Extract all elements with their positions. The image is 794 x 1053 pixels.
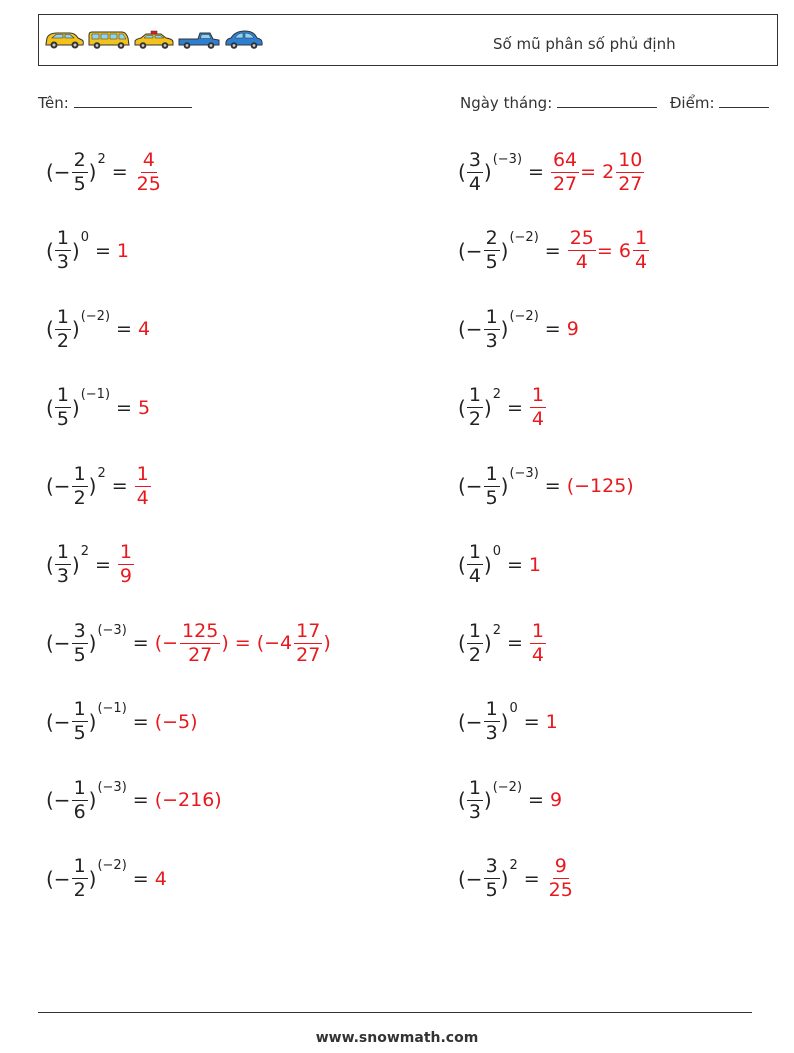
numerator: 1	[485, 305, 498, 328]
denominator: 27	[618, 172, 643, 195]
fraction	[633, 229, 649, 272]
open-paren: (	[458, 552, 466, 577]
equals-sign: =	[544, 239, 561, 262]
answer-text: (−	[154, 632, 179, 654]
open-paren: (	[46, 238, 54, 263]
denominator: 4	[468, 172, 481, 195]
exponent: 0	[80, 230, 89, 245]
answer	[550, 148, 645, 195]
fraction	[484, 305, 500, 352]
fraction	[467, 148, 483, 195]
numerator: 1	[73, 855, 86, 877]
fraction	[72, 857, 88, 900]
denominator: 5	[73, 722, 86, 744]
fraction	[72, 148, 88, 195]
answer-text: 1	[116, 239, 130, 262]
open-paren: (	[46, 552, 54, 577]
taxi-icon	[133, 29, 175, 51]
answer-text: (−125)	[566, 475, 634, 497]
equals-sign: =	[132, 867, 149, 890]
numerator: 2	[485, 227, 498, 249]
answer-text: 5	[137, 396, 151, 419]
open-paren: (−	[458, 238, 483, 263]
equals-sign: =	[95, 553, 111, 576]
equals-sign: =	[132, 632, 149, 654]
car-decorations	[43, 29, 265, 51]
numerator: 9	[554, 855, 567, 877]
problem-item	[458, 378, 547, 438]
problem-item	[46, 299, 151, 359]
open-paren: (−	[458, 317, 483, 341]
denominator: 3	[468, 800, 481, 823]
fraction	[484, 857, 500, 900]
answer-text: = 2	[580, 161, 615, 183]
denominator: 6	[73, 800, 86, 823]
numerator: 3	[485, 855, 498, 877]
answer	[546, 711, 559, 733]
exponent: (−2)	[492, 779, 523, 795]
close-paren: )	[483, 552, 492, 577]
equals-sign: =	[132, 710, 149, 733]
close-paren: )	[500, 866, 509, 891]
numerator: 1	[73, 698, 86, 720]
denominator: 4	[531, 408, 545, 430]
denominator: 5	[485, 251, 498, 273]
open-paren: (	[458, 395, 466, 420]
exponent: (−3)	[509, 465, 539, 481]
answer	[138, 318, 151, 340]
problem-item	[458, 613, 547, 673]
numerator: 3	[468, 148, 481, 171]
fraction	[135, 462, 151, 509]
open-paren: (−	[46, 474, 71, 498]
numerator: 1	[136, 462, 149, 485]
fraction	[55, 543, 71, 586]
exponent: 0	[509, 701, 518, 716]
close-paren: )	[500, 474, 509, 498]
denominator: 5	[73, 172, 86, 195]
numerator: 1	[56, 384, 69, 406]
numerator: 1	[531, 384, 545, 406]
open-paren: (−	[458, 866, 483, 891]
denominator: 2	[468, 408, 481, 430]
numerator: 17	[296, 619, 321, 642]
denominator: 3	[485, 329, 498, 352]
denominator: 27	[188, 643, 213, 666]
open-paren: (−	[46, 866, 71, 891]
answer-text: )	[323, 632, 331, 654]
open-paren: (	[458, 631, 466, 655]
numerator: 1	[634, 227, 648, 249]
score-blank	[719, 95, 769, 108]
problem-item	[458, 456, 635, 516]
numerator: 1	[73, 462, 86, 485]
fraction	[484, 700, 500, 743]
van-yellow-icon	[88, 29, 130, 51]
close-paren: )	[71, 395, 80, 420]
answer	[155, 868, 168, 890]
header-box	[38, 14, 778, 66]
answer	[154, 619, 332, 666]
fraction	[530, 619, 546, 666]
close-paren: )	[88, 788, 97, 812]
exponent: 2	[492, 387, 501, 402]
numerator: 1	[468, 776, 481, 799]
numerator: 1	[531, 619, 545, 642]
close-paren: )	[71, 317, 80, 341]
denominator: 27	[296, 643, 321, 666]
fraction	[294, 619, 322, 666]
answer	[529, 386, 547, 429]
fraction	[72, 462, 88, 509]
open-paren: (−	[46, 160, 71, 184]
open-paren: (	[458, 160, 466, 184]
fraction	[55, 386, 71, 429]
equals-sign: =	[528, 789, 544, 811]
exponent: (−3)	[492, 151, 523, 167]
equals-sign: =	[111, 475, 128, 497]
answer-text: 1	[545, 710, 558, 733]
fraction	[484, 462, 500, 509]
problem-item	[46, 456, 152, 516]
denominator: 4	[468, 565, 481, 587]
exponent: (−2)	[97, 858, 127, 873]
problem-item	[46, 142, 164, 202]
close-paren: )	[483, 395, 492, 420]
fraction	[72, 700, 88, 743]
problem-item	[458, 849, 576, 909]
denominator: 4	[634, 251, 648, 273]
equals-sign: =	[544, 475, 561, 497]
close-paren: )	[483, 160, 492, 184]
name-label: Tên:	[38, 94, 69, 112]
answer	[567, 229, 650, 272]
close-paren: )	[500, 238, 509, 263]
answer	[134, 462, 152, 509]
answer-text: 1	[528, 553, 542, 576]
name-blank	[74, 95, 192, 108]
equals-sign: =	[507, 553, 523, 576]
exponent: (−3)	[97, 779, 127, 795]
answer-text: (−216)	[154, 789, 222, 811]
date-blank	[557, 95, 657, 108]
answer-text: 4	[137, 318, 151, 340]
fraction	[568, 229, 596, 272]
denominator: 5	[73, 643, 86, 666]
fraction	[135, 148, 163, 195]
equals-sign: =	[507, 396, 523, 419]
denominator: 2	[56, 329, 69, 352]
fraction	[72, 776, 88, 823]
open-paren: (	[458, 788, 466, 812]
problem-item	[46, 613, 332, 673]
answer	[117, 240, 130, 262]
numerator: 1	[119, 541, 133, 563]
close-paren: )	[88, 474, 97, 498]
problem-item	[458, 535, 542, 595]
numerator: 1	[468, 541, 481, 563]
denominator: 25	[548, 879, 573, 901]
exponent: (−2)	[509, 230, 539, 245]
fraction	[467, 386, 483, 429]
problem-item	[46, 221, 130, 281]
answer	[529, 619, 547, 666]
answer-text: 9	[566, 318, 579, 340]
numerator: 1	[56, 541, 69, 563]
close-paren: )	[88, 709, 97, 734]
open-paren: (−	[458, 709, 483, 734]
open-paren: (−	[458, 474, 483, 498]
equals-sign: =	[523, 710, 540, 733]
problem-item	[458, 299, 580, 359]
answer	[138, 397, 151, 419]
numerator: 4	[142, 148, 155, 171]
open-paren: (	[46, 317, 54, 341]
equals-sign: =	[95, 239, 111, 262]
open-paren: (−	[46, 631, 71, 655]
close-paren: )	[71, 238, 80, 263]
exponent: 0	[492, 544, 501, 559]
numerator: 2	[73, 148, 86, 171]
fraction	[180, 619, 220, 666]
denominator: 27	[552, 172, 578, 195]
problem-item	[458, 692, 559, 752]
denominator: 4	[531, 643, 545, 666]
numerator: 1	[56, 305, 69, 328]
denominator: 5	[485, 486, 498, 509]
answer	[529, 554, 542, 576]
problem-item	[458, 142, 645, 202]
worksheet-title: Số mũ phân số phủ định	[493, 35, 676, 53]
fraction	[72, 619, 88, 666]
close-paren: )	[88, 866, 97, 891]
equals-sign: =	[523, 867, 540, 890]
answer	[155, 711, 199, 733]
car-yellow-icon	[43, 29, 85, 51]
problem-item	[46, 770, 223, 830]
problem-item	[46, 692, 199, 752]
fraction	[118, 543, 134, 586]
denominator: 9	[119, 565, 133, 587]
denominator: 25	[136, 172, 161, 195]
equals-sign: =	[116, 396, 132, 419]
equals-sign: =	[132, 789, 149, 811]
close-paren: )	[483, 631, 492, 655]
numerator: 1	[73, 776, 86, 799]
numerator: 1	[485, 698, 498, 720]
numerator: 1	[485, 462, 498, 485]
open-paren: (−	[46, 709, 71, 734]
denominator: 3	[56, 565, 69, 587]
denominator: 5	[485, 879, 498, 901]
problem-item	[458, 770, 563, 830]
name-field	[38, 94, 192, 112]
numerator: 1	[56, 227, 69, 249]
denominator: 2	[468, 643, 481, 666]
equals-sign: =	[528, 161, 544, 183]
exponent: 2	[97, 151, 106, 167]
equals-sign: =	[507, 632, 523, 654]
numerator: 64	[552, 148, 578, 171]
fraction	[55, 229, 71, 272]
equals-sign: =	[544, 318, 561, 340]
denominator: 2	[73, 486, 86, 509]
fraction	[55, 305, 71, 352]
denominator: 3	[485, 722, 498, 744]
date-score-field	[460, 94, 769, 112]
denominator: 4	[575, 251, 588, 273]
exponent: (−2)	[80, 308, 111, 324]
answer	[567, 475, 635, 497]
fraction	[530, 386, 546, 429]
answer	[546, 857, 576, 900]
answer-text: 9	[549, 789, 563, 811]
fraction	[551, 148, 579, 195]
exponent: (−2)	[509, 308, 539, 324]
denominator: 5	[56, 408, 69, 430]
date-label: Ngày tháng:	[460, 94, 553, 112]
answer	[117, 543, 135, 586]
exponent: 2	[492, 622, 501, 638]
exponent: (−1)	[80, 387, 111, 402]
answer	[567, 318, 580, 340]
fraction	[547, 857, 575, 900]
footer-website: www.snowmath.com	[315, 1030, 479, 1046]
close-paren: )	[500, 317, 509, 341]
open-paren: (	[46, 395, 54, 420]
score-label: Điểm:	[669, 94, 715, 112]
numerator: 125	[182, 619, 219, 642]
close-paren: )	[88, 631, 97, 655]
denominator: 3	[56, 251, 69, 273]
problem-item	[458, 221, 650, 281]
fraction	[616, 148, 644, 195]
open-paren: (−	[46, 788, 71, 812]
answer	[134, 148, 164, 195]
close-paren: )	[88, 160, 97, 184]
answer-text: ) = (−4	[221, 632, 293, 654]
equals-sign: =	[111, 161, 128, 183]
answer	[155, 789, 223, 811]
numerator: 1	[468, 384, 481, 406]
numerator: 1	[468, 619, 481, 642]
answer-text: 4	[154, 867, 167, 890]
close-paren: )	[71, 552, 80, 577]
close-paren: )	[500, 709, 509, 734]
exponent: (−3)	[97, 622, 127, 638]
problem-item	[46, 849, 168, 909]
answer	[550, 789, 563, 811]
denominator: 2	[73, 879, 86, 901]
fraction	[467, 619, 483, 666]
denominator: 4	[136, 486, 149, 509]
fraction	[467, 776, 483, 823]
exponent: (−1)	[97, 701, 127, 716]
close-paren: )	[483, 788, 492, 812]
footer-rule	[38, 1012, 752, 1013]
fraction	[467, 543, 483, 586]
exponent: 2	[509, 858, 518, 873]
pickup-blue-icon	[178, 29, 220, 51]
beetle-blue-icon	[223, 29, 265, 51]
answer-text: (−5)	[154, 710, 198, 733]
fraction	[484, 229, 500, 272]
exponent: 2	[97, 465, 106, 481]
problem-item	[46, 378, 151, 438]
answer-text: = 6	[596, 239, 631, 262]
numerator: 25	[569, 227, 594, 249]
exponent: 2	[80, 544, 89, 559]
problem-item	[46, 535, 135, 595]
numerator: 3	[73, 619, 86, 642]
equals-sign: =	[116, 318, 132, 340]
numerator: 10	[618, 148, 643, 171]
